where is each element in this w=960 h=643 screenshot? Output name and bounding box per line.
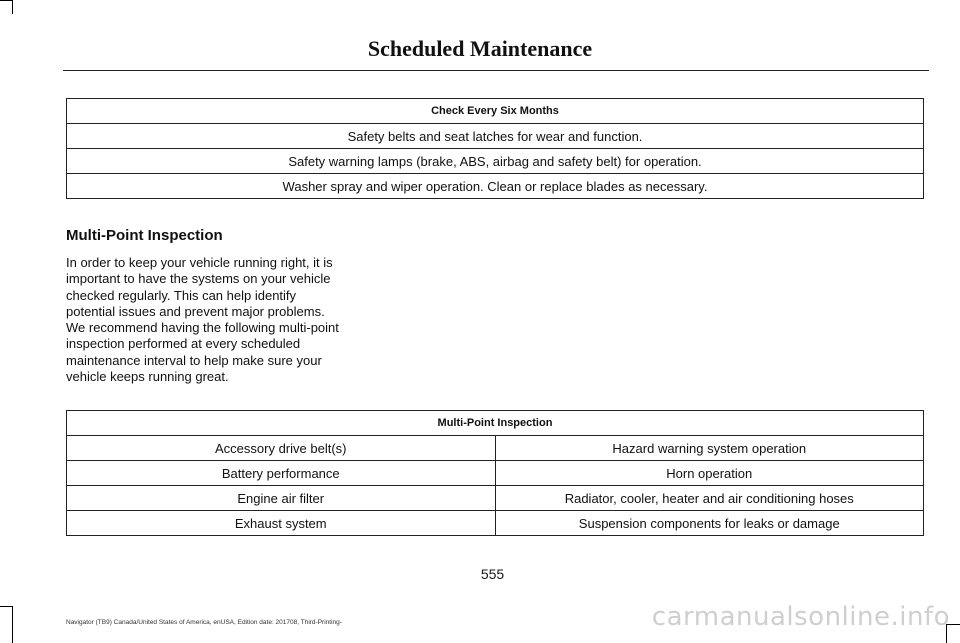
- section-paragraph: In order to keep your vehicle running right, it is important to have the systems on your vehicle checked regularly. This can help identify potential issues and prevent major problems. We recommend having the following multi-point inspection performed at every scheduled maintenance interval to help make sure your vehicle keeps running great.: [66, 255, 339, 385]
- watermark: carmanualsonline.info: [651, 602, 950, 632]
- title-rule: [63, 70, 929, 71]
- section-heading: Multi-Point Inspection: [66, 227, 223, 244]
- table-heading: Multi-Point Inspection: [67, 411, 924, 436]
- table-cell: Battery performance: [67, 461, 496, 486]
- table-cell: Accessory drive belt(s): [67, 436, 496, 461]
- table-row: Safety warning lamps (brake, ABS, airbag and safety belt) for operation.: [67, 149, 924, 174]
- table-cell: Suspension components for leaks or damage: [495, 511, 924, 536]
- table-cell: Hazard warning system operation: [495, 436, 924, 461]
- page-title: Scheduled Maintenance: [367, 36, 593, 61]
- table-cell: Engine air filter: [67, 486, 496, 511]
- table-cell: Radiator, cooler, heater and air conditioning hoses: [495, 486, 924, 511]
- table-row: Safety belts and seat latches for wear and function.: [67, 124, 924, 149]
- table-cell: Horn operation: [495, 461, 924, 486]
- table-row: Washer spray and wiper operation. Clean or replace blades as necessary.: [67, 174, 924, 199]
- table-cell: Exhaust system: [67, 511, 496, 536]
- edition-footer: Navigator (TB9) Canada/United States of America, enUSA, Edition date: 201708, Third-Printing-: [66, 619, 342, 626]
- crop-mark: [12, 606, 13, 643]
- page-number: 555: [480, 566, 505, 582]
- crop-mark: [12, 0, 13, 14]
- table-heading: Check Every Six Months: [67, 99, 924, 124]
- six-month-check-table: [66, 98, 924, 199]
- multi-point-inspection-table: [66, 410, 924, 536]
